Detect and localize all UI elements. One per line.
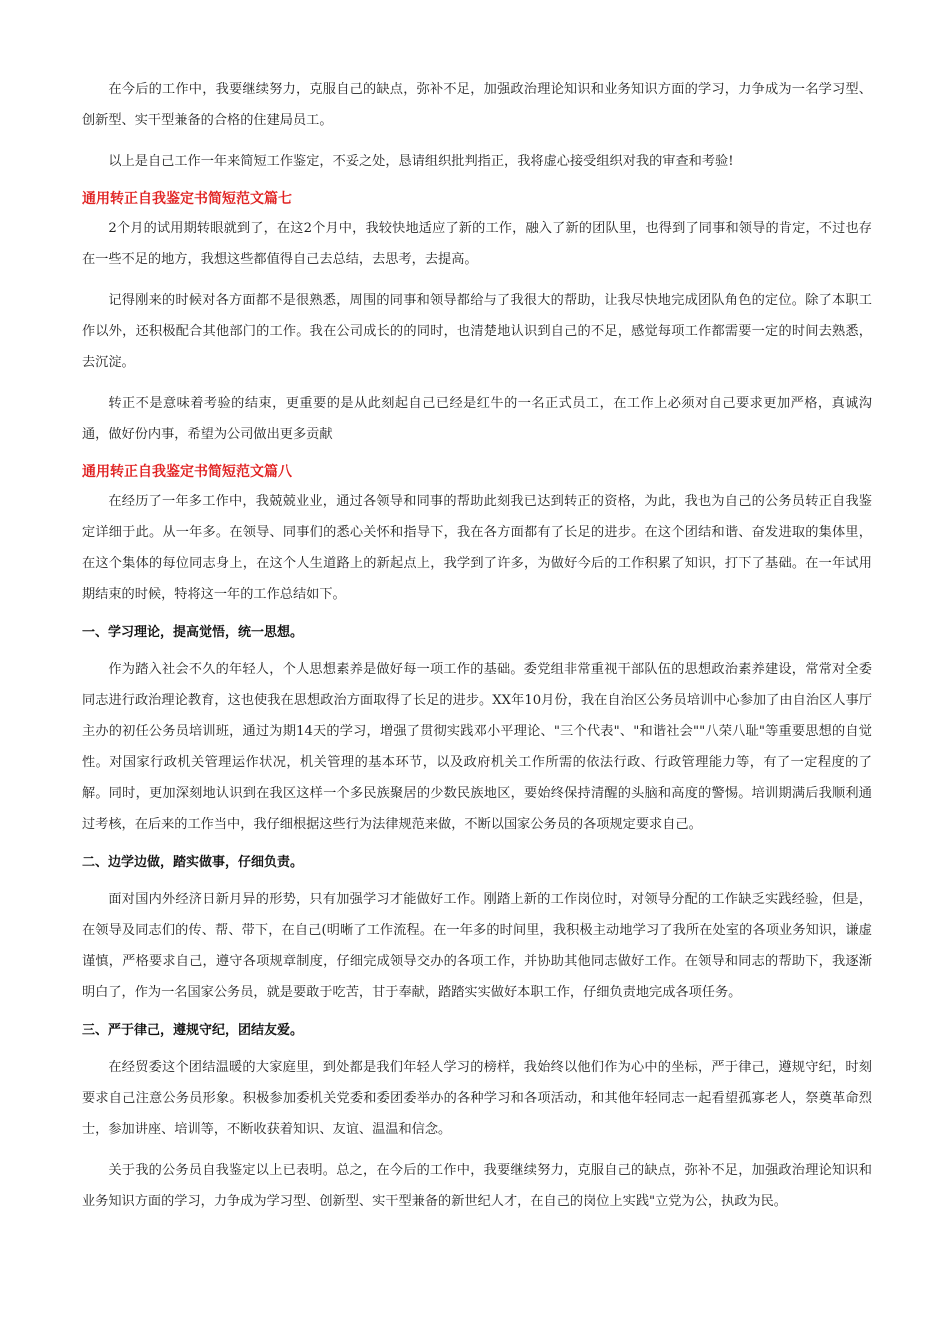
paragraph: 面对国内外经济日新月异的形势，只有加强学习才能做好工作。刚踏上新的工作岗位时，对领导分配的工作缺乏实践经验，但是，在领导及同志们的传、帮、带下，在自己(明晰了工作流程。在一年多的时间里，我积极主动地学习了我所在处室的各项业务知识，谦虚谨慎，严格要求自己，遵守各项规章制度，仔细完成领导交办的各项工作，并协助其他同志做好工作。在领导和同志的帮助下，我逐渐明白了，作为一名国家公务员，就是要敢于吃苦，甘于奉献，踏踏实实做好本职工作，仔细负责地完成各项任务。 [82,892,872,1000]
paragraph: 在今后的工作中，我要继续努力，克服自己的缺点，弥补不足，加强政治理论知识和业务知识方面的学习，力争成为一名学习型、创新型、实干型兼备的合格的住建局员工。 [82,82,872,128]
subheading-1: 一、学习理论，提高觉悟，统一思想。 [82,625,304,640]
paragraph: 以上是自己工作一年来简短工作鉴定，不妥之处，恳请组织批判指正，我将虚心接受组织对我的审查和考验! [108,154,734,169]
paragraph: 转正不是意味着考验的结束，更重要的是从此刻起自己已经是红牛的一名正式员工，在工作上必须对自己要求更加严格，真诚沟通，做好份内事，希望为公司做出更多贡献 [82,396,872,442]
paragraph: 关于我的公务员自我鉴定以上已表明。总之，在今后的工作中，我要继续努力，克服自己的缺点，弥补不足，加强政治理论知识和业务知识方面的学习，力争成为学习型、创新型、实干型兼备的新世纪人才，在自己的岗位上实践"立党为公，执政为民。 [82,1163,872,1209]
subheading-2: 二、边学边做，踏实做事，仔细负责。 [82,855,304,870]
section-heading-8: 通用转正自我鉴定书简短范文篇八 [82,464,292,480]
subheading-3: 三、严于律己，遵规守纪，团结友爱。 [82,1023,304,1038]
paragraph: 在经贸委这个团结温暖的大家庭里，到处都是我们年轻人学习的榜样，我始终以他们作为心中的坐标，严于律己，遵规守纪，时刻要求自己注意公务员形象。积极参加委机关党委和委团委举办的各种学习和各项活动，和其他年轻同志一起看望孤寡老人，祭奠革命烈士，参加讲座、培训等，不断收获着知识、友谊、温温和信念。 [82,1060,872,1137]
paragraph: 记得刚来的时候对各方面都不是很熟悉，周围的同事和领导都给与了我很大的帮助，让我尽快地完成团队角色的定位。除了本职工作以外，还积极配合其他部门的工作。我在公司成长的的同时，也清楚地认识到自己的不足，感觉每项工作都需要一定的时间去熟悉，去沉淀。 [82,293,872,370]
document-body [82,74,872,1227]
paragraph: 2个月的试用期转眼就到了，在这2个月中，我较快地适应了新的工作，融入了新的团队里，也得到了同事和领导的肯定，不过也存在一些不足的地方，我想这些都值得自己去总结，去思考，去提高。 [82,221,872,267]
paragraph: 在经历了一年多工作中，我兢兢业业，通过各领导和同事的帮助此刻我已达到转正的资格，为此，我也为自己的公务员转正自我鉴定详细于此。从一年多。在领导、同事们的悉心关怀和指导下，我在各方面都有了长足的进步。在这个团结和谐、奋发进取的集体里，在这个集体的每位同志身上，在这个人生道路上的新起点上，我学到了许多，为做好今后的工作积累了知识，打下了基础。在一年试用期结束的时候，特将这一年的工作总结如下。 [82,494,872,602]
paragraph: 作为踏入社会不久的年轻人，个人思想素养是做好每一项工作的基础。委党组非常重视干部队伍的思想政治素养建设，常常对全委同志进行政治理论教育，这也使我在思想政治方面取得了长足的进步。XX年10月份，我在自治区公务员培训中心参加了由自治区人事厅主办的初任公务员培训班，通过为期14天的学习，增强了贯彻实践邓小平理论、"三个代表"、"和谐社会""八荣八耻"等重要思想的自觉性。对国家行政机关管理运作状况，机关管理的基本环节，以及政府机关工作所需的依法行政、行政管理能力等，有了一定程度的了解。同时，更加深刻地认识到在我区这样一个多民族聚居的少数民族地区，要始终保持清醒的头脑和高度的警惕。培训期满后我顺利通过考核，在后来的工作当中，我仔细根据这些行为法律规范来做，不断以国家公务员的各项规定要求自己。 [82,662,872,832]
section-heading-7: 通用转正自我鉴定书简短范文篇七 [82,191,292,207]
